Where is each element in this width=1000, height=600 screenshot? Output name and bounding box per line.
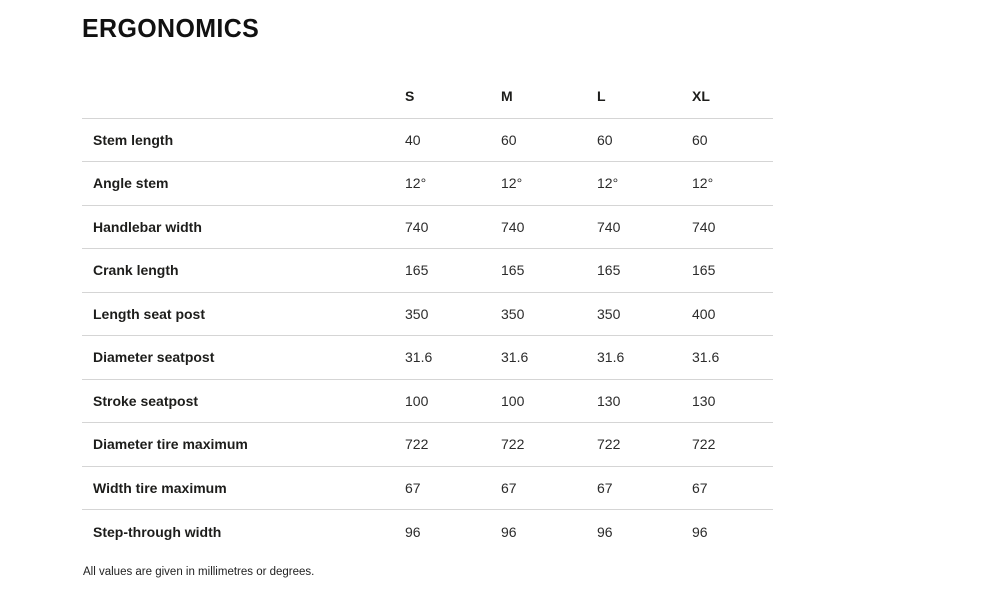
cell-value: 722 [405,436,429,453]
cell-value: 96 [692,523,708,540]
row-angle-stem [82,162,773,206]
row-label: Step-through width [93,523,222,540]
cell-value: 722 [501,436,525,453]
cell-value: 165 [405,262,429,279]
cell-value: 96 [405,523,421,540]
ergonomics-table [82,75,773,553]
row-label: Diameter tire maximum [93,436,248,453]
cell-value: 165 [692,262,716,279]
cell-value: 722 [597,436,621,453]
cell-value: 130 [692,392,716,409]
cell-value: 96 [597,523,613,540]
cell-value: 60 [597,131,613,148]
row-diameter-tire-maximum [82,423,773,467]
column-header-s: S [394,75,490,118]
cell-value: 67 [597,479,613,496]
column-header-l: L [586,75,681,118]
cell-value: 100 [405,392,429,409]
footnote: All values are given in millimetres or degrees. [83,566,315,578]
cell-value: 31.6 [405,349,433,366]
row-stem-length [82,118,773,162]
row-label: Stem length [93,131,174,148]
row-handlebar-width [82,205,773,249]
column-header-m: M [490,75,586,118]
row-length-seat-post [82,292,773,336]
row-crank-length [82,249,773,293]
cell-value: 165 [597,262,621,279]
cell-value: 130 [597,392,621,409]
cell-value: 40 [405,131,421,148]
row-diameter-seatpost [82,336,773,380]
row-label: Width tire maximum [93,479,227,496]
table-header-row [82,75,773,118]
cell-value: 12° [692,175,714,192]
row-label: Diameter seatpost [93,349,215,366]
cell-value: 67 [405,479,421,496]
row-step-through-width [82,510,773,554]
cell-value: 350 [597,305,621,322]
cell-value: 740 [597,218,621,235]
cell-value: 350 [405,305,429,322]
row-stroke-seatpost [82,379,773,423]
row-label: Stroke seatpost [93,392,199,409]
column-header-spacer [82,75,394,118]
cell-value: 12° [597,175,619,192]
page-title: ERGONOMICS [82,13,260,43]
row-label: Length seat post [93,305,206,322]
cell-value: 96 [501,523,517,540]
column-header-xl: XL [681,75,773,118]
cell-value: 722 [692,436,716,453]
cell-value: 60 [501,131,517,148]
cell-value: 100 [501,392,525,409]
cell-value: 31.6 [692,349,720,366]
cell-value: 12° [501,175,523,192]
cell-value: 31.6 [501,349,529,366]
cell-value: 12° [405,175,427,192]
cell-value: 60 [692,131,708,148]
row-label: Angle stem [93,175,169,192]
cell-value: 740 [501,218,525,235]
cell-value: 67 [501,479,517,496]
cell-value: 67 [692,479,708,496]
cell-value: 740 [692,218,716,235]
cell-value: 350 [501,305,525,322]
cell-value: 31.6 [597,349,625,366]
cell-value: 165 [501,262,525,279]
row-width-tire-maximum [82,466,773,510]
row-label: Handlebar width [93,218,202,235]
row-label: Crank length [93,262,179,279]
cell-value: 740 [405,218,429,235]
cell-value: 400 [692,305,716,322]
